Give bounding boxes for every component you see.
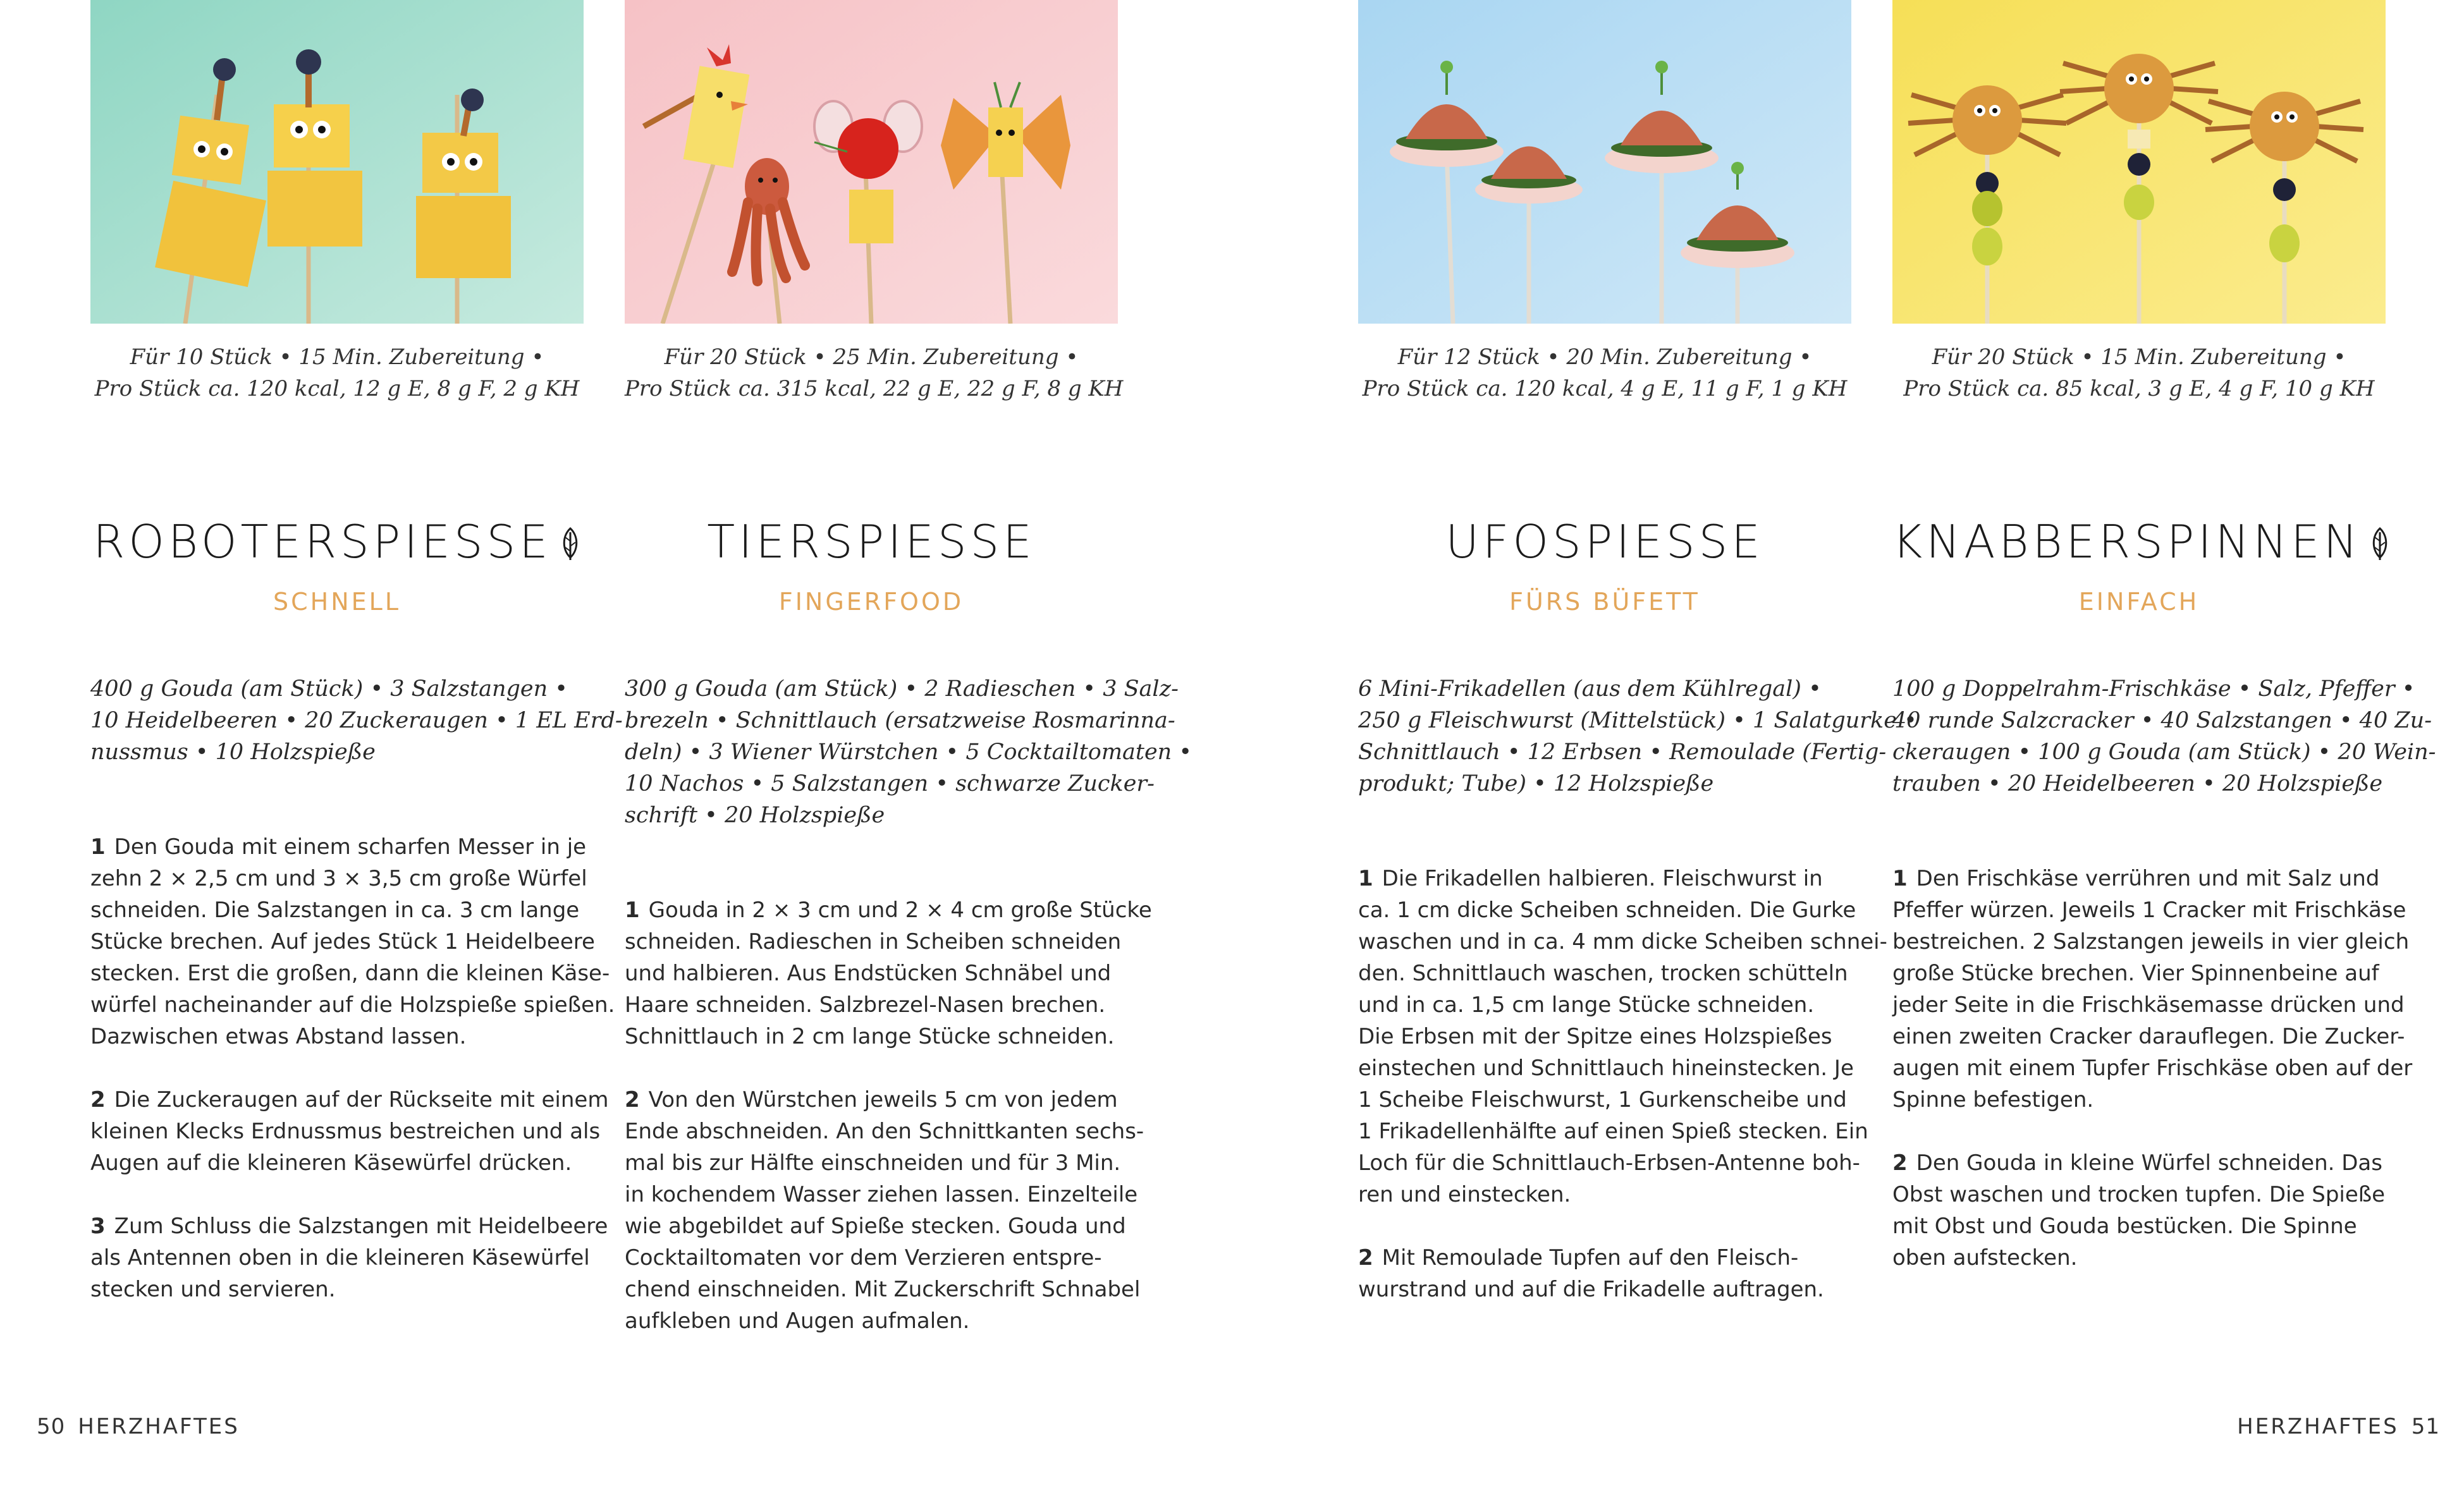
step-text: Cocktailtomaten vor dem Verzieren entspre- xyxy=(625,1245,1102,1271)
step-number: 1 xyxy=(1892,866,1908,891)
step-number: 3 xyxy=(90,1214,106,1239)
step-text: Gouda in 2 × 3 cm und 2 × 4 cm große Stücke xyxy=(648,898,1152,923)
step-text: Die Zuckeraugen auf der Rückseite mit einem xyxy=(114,1087,609,1112)
step-number: 2 xyxy=(1358,1245,1373,1271)
ingredients-list xyxy=(625,673,1192,831)
ingredients-list xyxy=(90,673,623,768)
method-steps xyxy=(1892,863,2413,1305)
step-text: stecken. Erst die großen, dann die kleinen Käse- xyxy=(90,961,610,986)
method-step xyxy=(1892,1147,2386,1274)
vegetarian-leaf-icon xyxy=(2369,526,2391,561)
ingredients-line: 100 g Doppelrahm-Frischkäse • Salz, Pfeffer • xyxy=(1892,676,2415,702)
step-text: bestreichen. 2 Salzstangen jeweils in vier gleich xyxy=(1892,929,2410,954)
step-text: mit Obst und Gouda bestücken. Die Spinne xyxy=(1892,1214,2357,1239)
step-number: 2 xyxy=(1892,1150,1908,1176)
page-footer-left xyxy=(37,1414,240,1439)
step-text: jeder Seite in die Frischkäsemasse drücken und xyxy=(1892,992,2405,1018)
step-text: würfel nacheinander auf die Holzspieße spießen. xyxy=(90,992,615,1018)
step-text: den. Schnittlauch waschen, trocken schütteln xyxy=(1358,961,1848,986)
step-text: Ende abschneiden. An den Schnittkanten sechs- xyxy=(625,1119,1144,1144)
step-text: wurstrand und auf die Frikadelle auftragen. xyxy=(1358,1277,1824,1302)
step-text: zehn 2 × 2,5 cm und 3 × 3,5 cm große Würfel xyxy=(90,866,587,891)
step-text: 1 Scheibe Fleischwurst, 1 Gurkenscheibe und xyxy=(1358,1087,1847,1112)
step-text: Die Frikadellen halbieren. Fleischwurst in xyxy=(1382,866,1823,891)
recipe-category: FÜRS BÜFETT xyxy=(1509,588,1700,616)
recipe-meta-line1: Für 20 Stück • 25 Min. Zubereitung • xyxy=(664,344,1079,370)
ingredients-line: brezeln • Schnittlauch (ersatzweise Rosmarinna- xyxy=(625,708,1175,733)
recipe-title: UFOSPIESSE xyxy=(1445,515,1764,568)
recipe-title xyxy=(1892,515,2386,568)
step-text: als Antennen oben in die kleineren Käsewürfel xyxy=(90,1245,590,1271)
recipe-category: FINGERFOOD xyxy=(778,588,964,616)
recipe-title: TIERSPIESSE xyxy=(707,515,1036,568)
section-name: HERZHAFTES xyxy=(78,1414,240,1439)
step-text: chend einschneiden. Mit Zuckerschrift Schnabel xyxy=(625,1277,1141,1302)
recipe-meta xyxy=(625,341,1124,405)
step-text: Obst waschen und trocken tupfen. Die Spieße xyxy=(1892,1182,2386,1207)
recipe-meta-line1: Für 10 Stück • 15 Min. Zubereitung • xyxy=(130,344,544,370)
method-step xyxy=(90,1084,609,1179)
step-text: einstechen und Schnittlauch hineinstecken. Je xyxy=(1358,1056,1854,1081)
recipe-meta-line2: Pro Stück ca. 120 kcal, 4 g E, 11 g F, 1 g KH xyxy=(1362,376,1848,401)
step-number: 1 xyxy=(90,834,106,860)
recipe-category: SCHNELL xyxy=(273,588,401,616)
step-text: 1 Frikadellenhälfte auf einen Spieß stecken. Ein xyxy=(1358,1119,1868,1144)
recipe-meta-line1: Für 12 Stück • 20 Min. Zubereitung • xyxy=(1397,344,1812,370)
step-text: Den Gouda mit einem scharfen Messer in je xyxy=(114,834,587,860)
step-text: oben aufstecken. xyxy=(1892,1245,2078,1271)
recipe-category: EINFACH xyxy=(2078,588,2200,616)
recipe-title xyxy=(90,515,584,568)
ingredients-line: ckeraugen • 100 g Gouda (am Stück) • 20 Wein- xyxy=(1892,740,2436,765)
recipe-photo-ufos xyxy=(1358,0,1851,324)
step-text: Mit Remoulade Tupfen auf den Fleisch- xyxy=(1382,1245,1799,1271)
recipe-meta-line1: Für 20 Stück • 15 Min. Zubereitung • xyxy=(1932,344,2346,370)
method-step xyxy=(625,1084,1144,1337)
step-text: ren und einstecken. xyxy=(1358,1182,1571,1207)
step-text: aufkleben und Augen aufmalen. xyxy=(625,1308,970,1334)
ingredients-line: trauben • 20 Heidelbeeren • 20 Holzspieße xyxy=(1892,771,2383,796)
recipe-meta xyxy=(1358,341,1851,405)
ingredients-list xyxy=(1358,673,1917,800)
step-text: in kochendem Wasser ziehen lassen. Einzelteile xyxy=(625,1182,1138,1207)
ingredients-line: nussmus • 10 Holzspieße xyxy=(90,740,376,765)
recipe-title-text: ROBOTERSPIESSE xyxy=(93,515,552,568)
recipe-meta-line2: Pro Stück ca. 315 kcal, 22 g E, 22 g F, 8 g KH xyxy=(625,376,1124,401)
method-step xyxy=(1358,863,1887,1210)
step-text: ca. 1 cm dicke Scheiben schneiden. Die Gurke xyxy=(1358,898,1856,923)
method-steps xyxy=(90,831,615,1337)
section-name: HERZHAFTES xyxy=(2237,1414,2399,1439)
method-step xyxy=(90,831,615,1052)
step-text: Augen auf die kleineren Käsewürfel drücken. xyxy=(90,1150,572,1176)
step-text: Spinne befestigen. xyxy=(1892,1087,2094,1112)
page-number: 50 xyxy=(37,1414,66,1439)
ingredients-line: 300 g Gouda (am Stück) • 2 Radieschen • 3 Salz- xyxy=(625,676,1179,702)
method-steps xyxy=(1358,863,1887,1337)
step-text: wie abgebildet auf Spieße stecken. Gouda und xyxy=(625,1214,1126,1239)
ingredients-list xyxy=(1892,673,2436,800)
ingredients-line: 400 g Gouda (am Stück) • 3 Salzstangen • xyxy=(90,676,568,702)
step-text: Dazwischen etwas Abstand lassen. xyxy=(90,1024,467,1049)
ingredients-line: 10 Nachos • 5 Salzstangen • schwarze Zucker- xyxy=(625,771,1155,796)
ingredients-line: 250 g Fleischwurst (Mittelstück) • 1 Salatgurke • xyxy=(1358,708,1917,733)
ingredients-line: produkt; Tube) • 12 Holzspieße xyxy=(1358,771,1714,796)
step-text: waschen und in ca. 4 mm dicke Scheiben schnei- xyxy=(1358,929,1887,954)
recipe-photo-spiders xyxy=(1892,0,2386,324)
step-text: und halbieren. Aus Endstücken Schnäbel und xyxy=(625,961,1112,986)
step-text: schneiden. Die Salzstangen in ca. 3 cm lange xyxy=(90,898,580,923)
recipe-meta xyxy=(1892,341,2386,405)
method-step xyxy=(90,1210,608,1305)
ingredients-line: 40 runde Salzcracker • 40 Salzstangen • 40 Zu- xyxy=(1892,708,2432,733)
recipe-title-text: KNABBERSPINNEN xyxy=(1892,515,2362,568)
vegetarian-leaf-icon xyxy=(560,526,581,561)
page-number: 51 xyxy=(2411,1414,2440,1439)
step-text: kleinen Klecks Erdnussmus bestreichen und als xyxy=(90,1119,601,1144)
step-text: Schnittlauch in 2 cm lange Stücke schneiden. xyxy=(625,1024,1115,1049)
ingredients-line: 6 Mini-Frikadellen (aus dem Kühlregal) • xyxy=(1358,676,1822,702)
recipe-meta-line2: Pro Stück ca. 120 kcal, 12 g E, 8 g F, 2 g KH xyxy=(94,376,580,401)
step-text: Die Erbsen mit der Spitze eines Holzspießes xyxy=(1358,1024,1832,1049)
recipe-photo-animals xyxy=(625,0,1118,324)
method-step xyxy=(1358,1242,1851,1305)
step-text: schneiden. Radieschen in Scheiben schneiden xyxy=(625,929,1122,954)
step-text: augen mit einem Tupfer Frischkäse oben auf der xyxy=(1892,1056,2413,1081)
step-text: stecken und servieren. xyxy=(90,1277,336,1302)
recipe-meta-line2: Pro Stück ca. 85 kcal, 3 g E, 4 g F, 10 g KH xyxy=(1903,376,2375,401)
step-text: Pfeffer würzen. Jeweils 1 Cracker mit Frischkäse xyxy=(1892,898,2406,923)
step-number: 2 xyxy=(625,1087,640,1112)
ingredients-line: deln) • 3 Wiener Würstchen • 5 Cocktailtomaten • xyxy=(625,740,1192,765)
step-text: Stücke brechen. Auf jedes Stück 1 Heidelbeere xyxy=(90,929,595,954)
step-text: große Stücke brechen. Vier Spinnenbeine auf xyxy=(1892,961,2379,986)
step-text: mal bis zur Hälfte einschneiden und für 3 Min. xyxy=(625,1150,1121,1176)
method-step xyxy=(625,894,1152,1052)
step-text: Von den Würstchen jeweils 5 cm von jedem xyxy=(648,1087,1118,1112)
method-steps xyxy=(625,894,1152,1368)
step-text: einen zweiten Cracker darauflegen. Die Zucker- xyxy=(1892,1024,2405,1049)
recipe-meta xyxy=(90,341,584,405)
recipe-photo-robots xyxy=(90,0,584,324)
step-text: Zum Schluss die Salzstangen mit Heidelbeere xyxy=(114,1214,608,1239)
step-number: 2 xyxy=(90,1087,106,1112)
step-number: 1 xyxy=(625,898,640,923)
step-number: 1 xyxy=(1358,866,1373,891)
step-text: Loch für die Schnittlauch-Erbsen-Antenne boh- xyxy=(1358,1150,1860,1176)
step-text: Haare schneiden. Salzbrezel-Nasen brechen. xyxy=(625,992,1106,1018)
page-footer-right xyxy=(2237,1414,2440,1439)
step-text: und in ca. 1,5 cm lange Stücke schneiden. xyxy=(1358,992,1815,1018)
ingredients-line: Schnittlauch • 12 Erbsen • Remoulade (Fertig- xyxy=(1358,740,1887,765)
method-step xyxy=(1892,863,2413,1116)
step-text: Den Frischkäse verrühren und mit Salz und xyxy=(1916,866,2380,891)
ingredients-line: 10 Heidelbeeren • 20 Zuckeraugen • 1 EL Erd- xyxy=(90,708,623,733)
ingredients-line: schrift • 20 Holzspieße xyxy=(625,803,885,828)
step-text: Den Gouda in kleine Würfel schneiden. Das xyxy=(1916,1150,2382,1176)
